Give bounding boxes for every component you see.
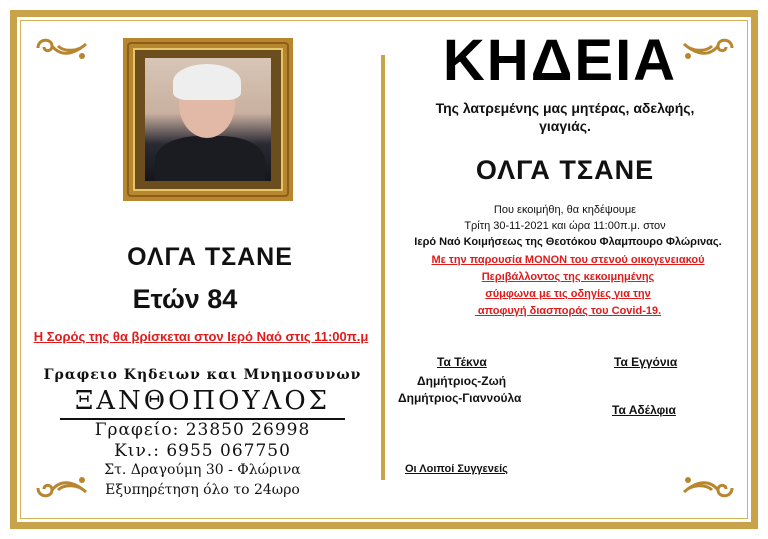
deceased-name-left: ΟΛΓΑ ΤΣΑΝΕ <box>127 243 293 271</box>
ornament-icon <box>34 34 90 62</box>
children-heading: Τα Τέκνα <box>437 355 487 369</box>
funeral-home-name: ΞΑΝΘΟΠΟΥΛΟΣ <box>74 386 331 416</box>
notice-line: αποφυγή διασποράς του Covid-19. <box>474 305 662 317</box>
column-divider <box>381 55 385 480</box>
service-hours: Εξυπηρέτηση όλο το 24ωρο <box>105 482 300 498</box>
child-name: Δημήτριος-Γιαννούλα <box>398 391 522 405</box>
deceased-name-right: ΟΛΓΑ ΤΣΑΝΕ <box>475 155 655 185</box>
coffin-note: Η Σορός της θα βρίσκεται στον Ιερό Ναό στις 11:00π.μ <box>33 329 369 344</box>
notice-line: Με την παρουσία ΜΟΝΟΝ του στενού οικογενειακού <box>431 254 705 266</box>
ornament-icon <box>680 474 736 502</box>
subtitle-line: γιαγιάς. <box>539 118 591 134</box>
funeral-home-address: Στ. Δραγούμη 30 - Φλώρινα <box>104 462 301 478</box>
funeral-home-title: Γραφειο Κηδειων και Μνημοσυνων <box>43 367 362 383</box>
subtitle <box>400 99 730 135</box>
portrait-photo <box>145 58 271 181</box>
info-line: Που εκοιμήθη, θα κηδέψουμε <box>493 204 637 216</box>
subtitle-line: Της λατρεμένης μας μητέρας, αδελφής, <box>435 100 695 116</box>
grandchildren-heading: Τα Εγγόνια <box>614 355 678 369</box>
notice-line: σύμφωνα με τις οδηγίες για την <box>485 288 651 300</box>
relatives-heading: Οι Λοιποί Συγγενείς <box>405 463 508 475</box>
notice-line: Περιβάλλοντος της κεκοιμημένης <box>481 271 655 283</box>
age-text: Ετών 84 <box>132 284 238 314</box>
mobile-phone: Κιν.: 6955 067750 <box>114 441 291 461</box>
portrait-frame <box>123 38 293 201</box>
office-phone: Γραφείο: 23850 26998 <box>94 420 311 440</box>
child-name: Δημήτριος-Ζωή <box>417 374 507 388</box>
siblings-heading: Τα Αδέλφια <box>612 403 676 417</box>
headline: ΚΗΔΕΙΑ <box>442 28 678 93</box>
church-name: Ιερό Ναό Κοιμήσεως της Θεοτόκου Φλαμπουρο Φλώρινας. <box>414 236 722 248</box>
info-line-date: Τρίτη 30-11-2021 και ώρα 11:00π.μ. στον <box>464 220 666 232</box>
